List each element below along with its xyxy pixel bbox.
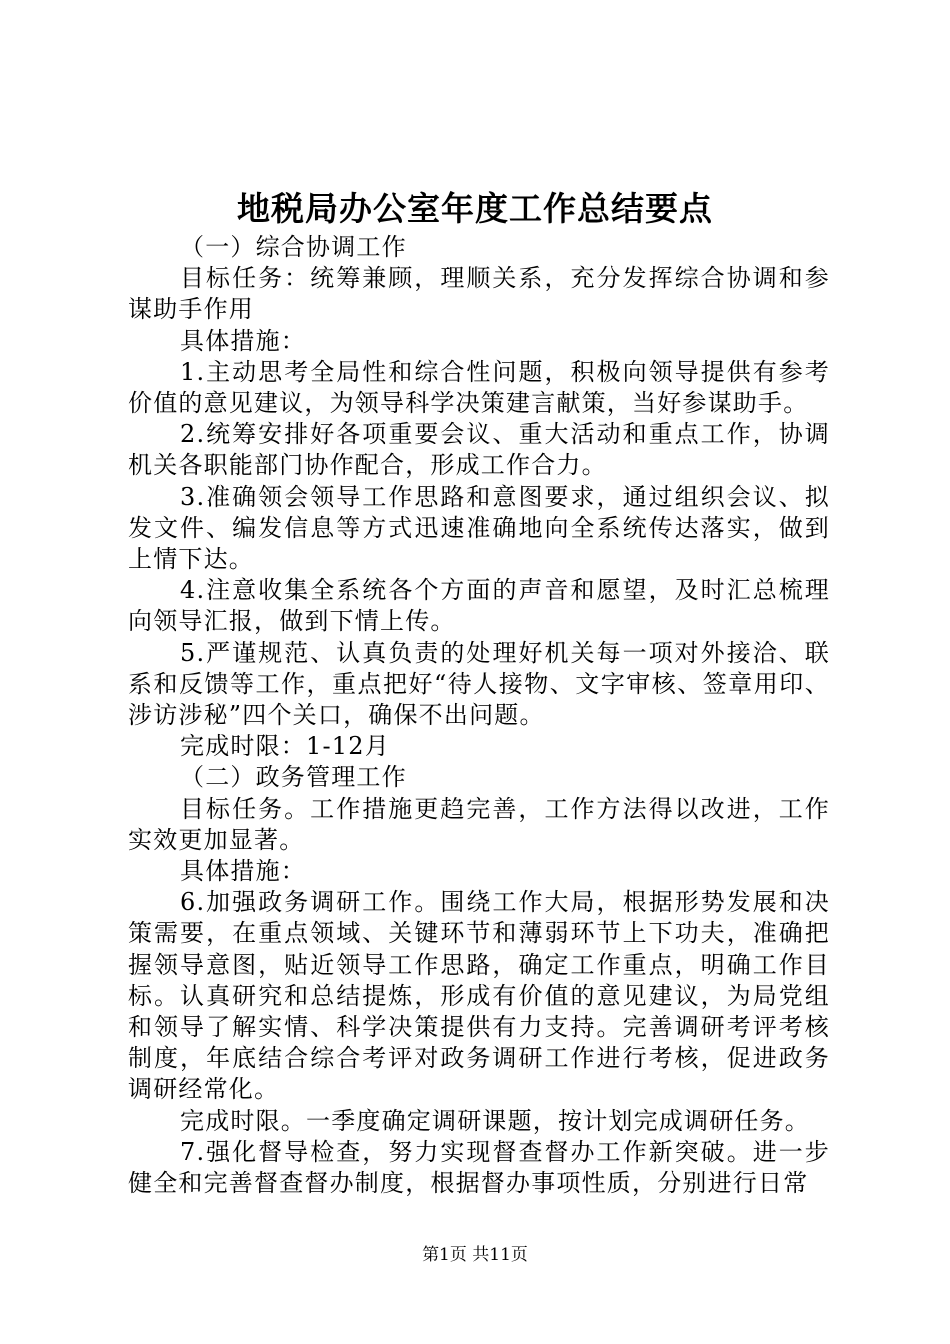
paragraph: 完成时限：1-12月 — [180, 732, 390, 761]
section-heading: （一）综合协调工作 — [180, 233, 407, 261]
document-body — [128, 232, 830, 1199]
paragraph: 5.严谨规范、认真负责的处理好机关每一项对外接洽、联系和反馈等工作，重点把好“待人接物、文字审核、签章用印、涉访涉秘”四个关口，确保不出问题。 — [128, 638, 830, 730]
paragraph: 目标任务。工作措施更趋完善，工作方法得以改进，工作实效更加显著。 — [128, 794, 830, 854]
paragraph: 具体措施： — [180, 326, 306, 355]
document-title: 地税局办公室年度工作总结要点 — [237, 189, 713, 228]
paragraph: 目标任务：统筹兼顾，理顺关系，充分发挥综合协调和参谋助手作用 — [128, 264, 830, 324]
paragraph: 2.统筹安排好各项重要会议、重大活动和重点工作，协调机关各职能部门协作配合，形成工作合力。 — [128, 420, 830, 480]
page-number-footer: 第1页 共11页 — [422, 1245, 528, 1265]
paragraph: 4.注意收集全系统各个方面的声音和愿望，及时汇总梳理向领导汇报，做到下情上传。 — [128, 576, 830, 636]
paragraph: 1.主动思考全局性和综合性问题，积极向领导提供有参考价值的意见建议，为领导科学决策建言献策，当好参谋助手。 — [128, 357, 830, 418]
paragraph: 具体措施： — [180, 857, 306, 886]
paragraph: 6.加强政务调研工作。围绕工作大局，根据形势发展和决策需要，在重点领域、关键环节和薄弱环节上下功夫，准确把握领导意图，贴近领导工作思路，确定工作重点，明确工作目标。认真研究和总结提炼，形成有价值的意见建议，为局党组和领导了解实情、科学决策提供有力支持。完善调研考评考核制度，年底结合综合考评对政务调研工作进行考核，促进政务调研经常化。 — [128, 888, 830, 1104]
paragraph: 完成时限。一季度确定调研课题，按计划完成调研任务。 — [180, 1106, 810, 1135]
paragraph: 3.准确领会领导工作思路和意图要求，通过组织会议、拟发文件、编发信息等方式迅速准确地向全系统传达落实，做到上情下达。 — [128, 482, 830, 574]
section-heading: （二）政务管理工作 — [180, 763, 407, 792]
paragraph: 7.强化督导检查，努力实现督查督办工作新突破。进一步健全和完善督查督办制度，根据督办事项性质，分别进行日常 — [128, 1137, 830, 1198]
